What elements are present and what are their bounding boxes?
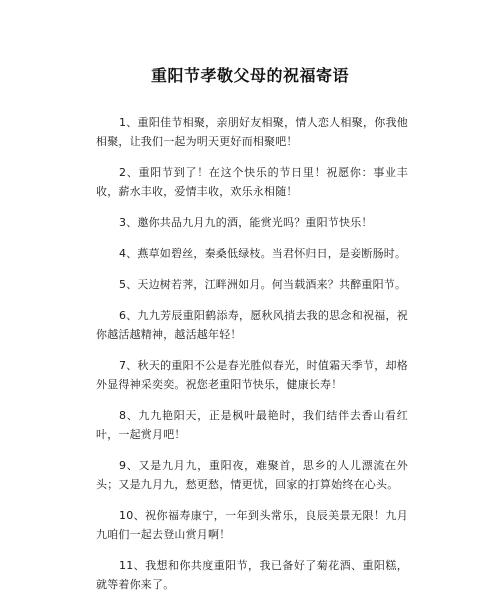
paragraph-4: 4、燕草如碧丝，秦桑低绿枝。当君怀归日，是妾断肠时。 (119, 247, 407, 260)
paragraph-11: 11、我想和你共度重阳节，我已备好了菊花酒、重阳糕，就等着你来了。 (96, 559, 408, 591)
paragraph-10: 10、祝你福寿康宁，一年到头常乐，良辰美景无限！九月九咱们一起去登山赏月啊！ (96, 509, 408, 541)
paragraph-8: 8、九九艳阳天，正是枫叶最艳时，我们结伴去香山看红叶，一起赏月吧！ (96, 409, 408, 441)
paragraph-7: 7、秋天的重阳不公是春光胜似春光，时值霜天季节，却格外显得神采奕奕。祝您老重阳节快乐，健康长寿！ (96, 359, 408, 391)
page-title: 重阳节孝敬父母的祝福寄语 (150, 66, 349, 85)
paragraph-5: 5、天边树若荠，江畔洲如月。何当载酒来？共醉重阳节。 (119, 278, 407, 291)
paragraph-2: 2、重阳节到了！在这个快乐的节日里！祝愿你：事业丰收，薪水丰收，爱情丰收，欢乐永相随！ (96, 166, 408, 198)
paragraph-list (96, 113, 408, 606)
paragraph-1: 1、重阳佳节相聚，亲朋好友相聚，情人恋人相聚，你我他相聚，让我们一起为明天更好而相聚吧！ (96, 116, 408, 148)
paragraph-3: 3、邀你共品九月九的酒，能赏光吗？重阳节快乐！ (119, 216, 373, 229)
paragraph-6: 6、九九芳辰重阳鹤添寿，愿秋风捎去我的思念和祝福，祝你越活越精神，越活越年轻！ (96, 309, 408, 341)
paragraph-9: 9、又是九月九，重阳夜，难聚首，思乡的人儿漂流在外头；又是九月九，愁更愁，情更忧，回家的打算始终在心头。 (96, 459, 408, 491)
